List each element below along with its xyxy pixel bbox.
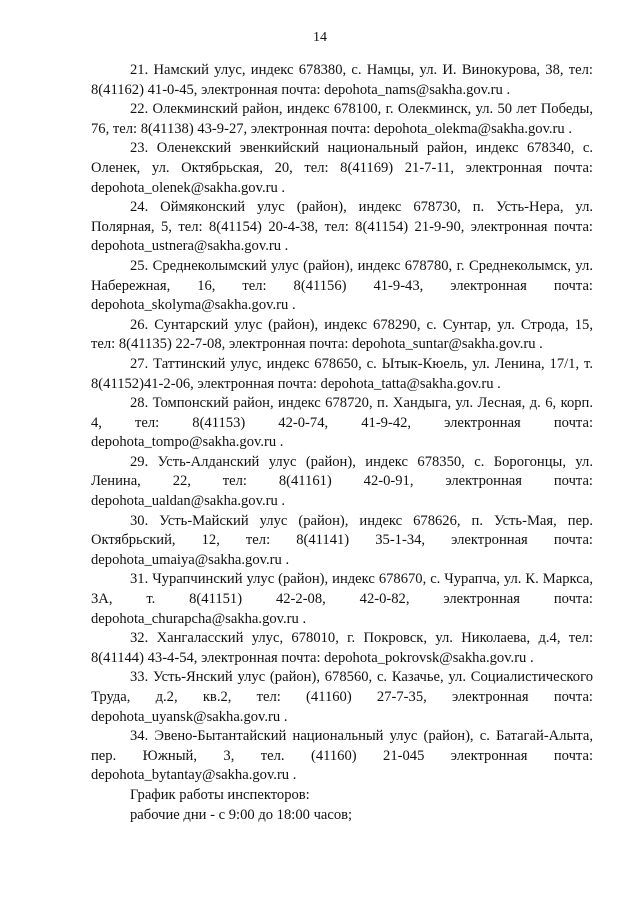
entry-30: 30. Усть-Майский улус (район), индекс 678626, п. Усть-Мая, пер. Октябрьский, 12, тел: 8(41141) 35-1-34, электронная почта: depohota_umaiya@sakha.gov.ru . <box>91 512 593 568</box>
schedule-heading: График работы инспекторов: <box>130 786 310 803</box>
entry-33: 33. Усть-Янский улус (район), 678560, с. Казачье, ул. Социалистического Труда, д.2, кв.2, тел: (41160) 27-7-35, электронная почта: depohota_uyansk@sakha.gov.ru . <box>91 669 593 725</box>
entry-24: 24. Оймяконский улус (район), индекс 678730, п. Усть-Нера, ул. Полярная, 5, тел: 8(41154) 20-4-38, тел: 8(41154) 21-9-90, электронная почта: depohota_ustnera@sakha.gov.ru . <box>91 199 593 255</box>
entry-22: 22. Олекминский район, индекс 678100, г. Олекминск, ул. 50 лет Победы, 76, тел: 8(41138) 43-9-27, электронная почта: depohota_olekma@sakha.gov.ru . <box>91 101 593 137</box>
entry-32: 32. Хангаласский улус, 678010, г. Покровск, ул. Николаева, д.4, тел: 8(41144) 43-4-54, электронная почта: depohota_pokrovsk@sakha.gov.ru . <box>91 630 593 666</box>
entry-27: 27. Таттинский улус, индекс 678650, с. Ытык-Кюель, ул. Ленина, 17/1, т. 8(41152)41-2-06, электронная почта: depohota_tatta@sakha.gov.ru . <box>91 355 593 392</box>
entry-23: 23. Оленекский эвенкийский национальный район, индекс 678340, с. Оленек, ул. Октябрьская, 20, тел: 8(41169) 21-7-11, электронная почта: depohota_olenek@sakha.gov.ru . <box>91 140 593 196</box>
entry-29: 29. Усть-Алданский улус (район), индекс 678350, с. Борогонцы, ул. Ленина, 22, тел: 8(41161) 42-0-91, электронная почта: depohota_ualdan@sakha.gov.ru . <box>91 453 593 510</box>
entry-26: 26. Сунтарский улус (район), индекс 678290, с. Сунтар, ул. Строда, 15, тел: 8(41135) 22-7-08, электронная почта: depohota_suntar@sakha.gov.ru . <box>91 316 593 353</box>
entry-34: 34. Эвено-Бытантайский национальный улус (район), с. Батагай-Алыта, пер. Южный, 3, тел. (41160) 21-045 электронная почта: depohota_bytantay@sakha.gov.ru . <box>91 728 593 784</box>
entry-21: 21. Намский улус, индекс 678380, с. Намцы, ул. И. Винокурова, 38, тел: 8(41162) 41-0-45, электронная почта: depohota_nams@sakha.gov.ru . <box>91 62 593 98</box>
schedule-workdays: рабочие дни - с 9:00 до 18:00 часов; <box>130 806 353 823</box>
page-number: 14 <box>313 30 327 45</box>
entry-28: 28. Томпонский район, индекс 678720, п. Хандыга, ул. Лесная, д. 6, корп. 4, тел: 8(41153) 42-0-74, 41-9-42, электронная почта: depohota_tompo@sakha.gov.ru . <box>91 395 593 451</box>
entry-25: 25. Среднеколымский улус (район), индекс 678780, г. Среднеколымск, ул. Набережная, 16, тел: 8(41156) 41-9-43, электронная почта: depohota_skolyma@sakha.gov.ru . <box>91 257 593 314</box>
entry-31: 31. Чурапчинский улус (район), индекс 678670, с. Чурапча, ул. К. Маркса, 3А, т. 8(41151) 42-2-08, 42-0-82, электронная почта: depohota_churapcha@sakha.gov.ru . <box>91 571 593 627</box>
entries-list <box>91 61 593 825</box>
